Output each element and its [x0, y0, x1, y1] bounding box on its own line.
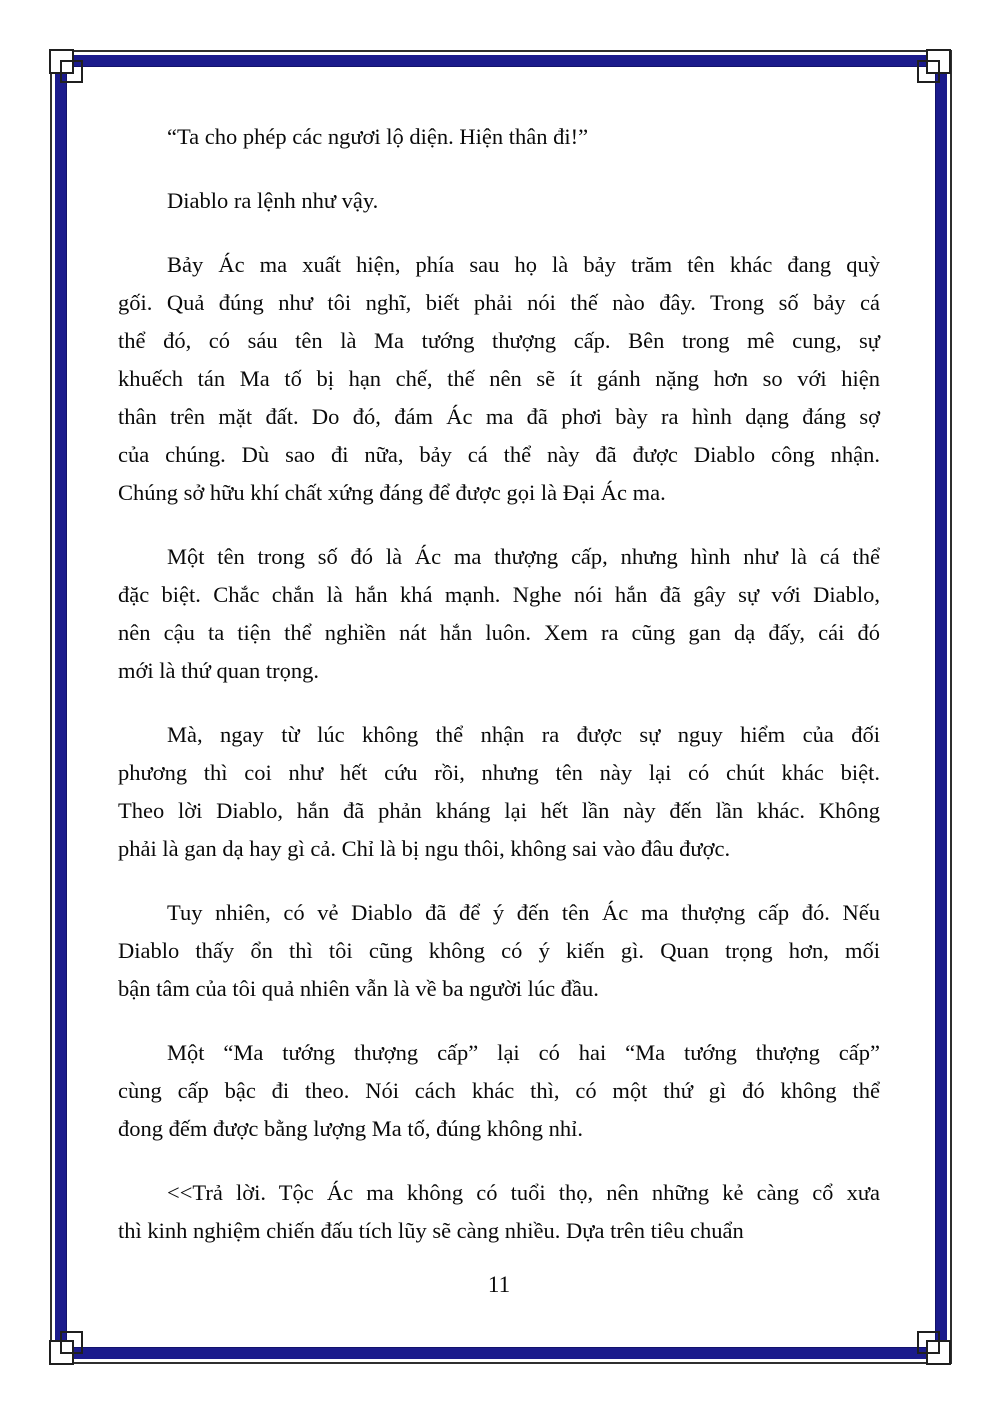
- paragraph: [118, 118, 880, 156]
- text-line: đặc biệt. Chắc chắn là hắn khá mạnh. Nghe nói hắn đã gây sự với Diablo,: [118, 582, 880, 607]
- paragraph: [118, 1034, 880, 1148]
- text-line: thì kinh nghiệm chiến đấu tích lũy sẽ càng nhiều. Dựa trên tiêu chuẩn: [118, 1218, 744, 1243]
- text-line: phải là gan dạ hay gì cả. Chỉ là bị ngu thôi, không sai vào đâu được.: [118, 836, 731, 861]
- text-line: “Ta cho phép các ngươi lộ diện. Hiện thân đi!”: [167, 124, 589, 149]
- text-line: Tuy nhiên, có vẻ Diablo đã để ý đến tên Ác ma thượng cấp đó. Nếu: [167, 900, 880, 925]
- text-line: bận tâm của tôi quả nhiên vẫn là về ba người lúc đầu.: [118, 976, 599, 1001]
- text-line: gối. Quả đúng như tôi nghĩ, biết phải nói thế nào đây. Trong số bảy cá: [118, 290, 880, 315]
- text-line: Theo lời Diablo, hắn đã phản kháng lại hết lần này đến lần khác. Không: [118, 798, 880, 823]
- text-line: cùng cấp bậc đi theo. Nói cách khác thì, có một thứ gì đó không thể: [118, 1078, 880, 1103]
- text-line: <<Trả lời. Tộc Ác ma không có tuổi thọ, nên những kẻ càng cổ xưa: [167, 1180, 880, 1205]
- corner-ornament-icon: [917, 60, 940, 83]
- paragraph: [118, 716, 880, 868]
- paragraph: [118, 182, 880, 220]
- paragraph: [118, 894, 880, 1008]
- text-line: thân trên mặt đất. Do đó, đám Ác ma đã phơi bày ra hình dạng đáng sợ: [118, 404, 880, 429]
- corner-ornament-icon: [60, 60, 83, 83]
- paragraph: [118, 1174, 880, 1250]
- text-line: Diablo thấy ổn thì tôi cũng không có ý kiến gì. Quan trọng hơn, mối: [118, 938, 880, 963]
- text-line: nên cậu ta tiện thể nghiền nát hắn luôn. Xem ra cũng gan dạ đấy, cái đó: [118, 620, 880, 645]
- paragraph: [118, 246, 880, 512]
- page-text-body: [118, 118, 880, 1276]
- page-number: 11: [487, 1272, 511, 1297]
- text-line: đong đếm được bằng lượng Ma tố, đúng không nhỉ.: [118, 1116, 584, 1141]
- text-line: Chúng sở hữu khí chất xứng đáng để được gọi là Đại Ác ma.: [118, 480, 666, 505]
- text-line: Diablo ra lệnh như vậy.: [167, 188, 379, 213]
- text-line: phương thì coi như hết cứu rồi, nhưng tên này lại có chút khác biệt.: [118, 760, 880, 785]
- text-line: Một “Ma tướng thượng cấp” lại có hai “Ma tướng thượng cấp”: [167, 1040, 880, 1065]
- text-line: Một tên trong số đó là Ác ma thượng cấp, nhưng hình như là cá thể: [167, 544, 880, 569]
- text-line: thể đó, có sáu tên là Ma tướng thượng cấp. Bên trong mê cung, sự: [118, 328, 880, 353]
- text-line: Bảy Ác ma xuất hiện, phía sau họ là bảy trăm tên khác đang quỳ: [167, 252, 880, 277]
- text-line: của chúng. Dù sao đi nữa, bảy cá thể này đã được Diablo công nhận.: [118, 442, 880, 467]
- corner-ornament-icon: [917, 1331, 940, 1354]
- text-line: Mà, ngay từ lúc không thể nhận ra được sự nguy hiểm của đối: [167, 722, 880, 747]
- text-line: khuếch tán Ma tố bị hạn chế, thế nên sẽ ít gánh nặng hơn so với hiện: [118, 366, 880, 391]
- corner-ornament-icon: [60, 1331, 83, 1354]
- text-line: mới là thứ quan trọng.: [118, 658, 319, 683]
- paragraph: [118, 538, 880, 690]
